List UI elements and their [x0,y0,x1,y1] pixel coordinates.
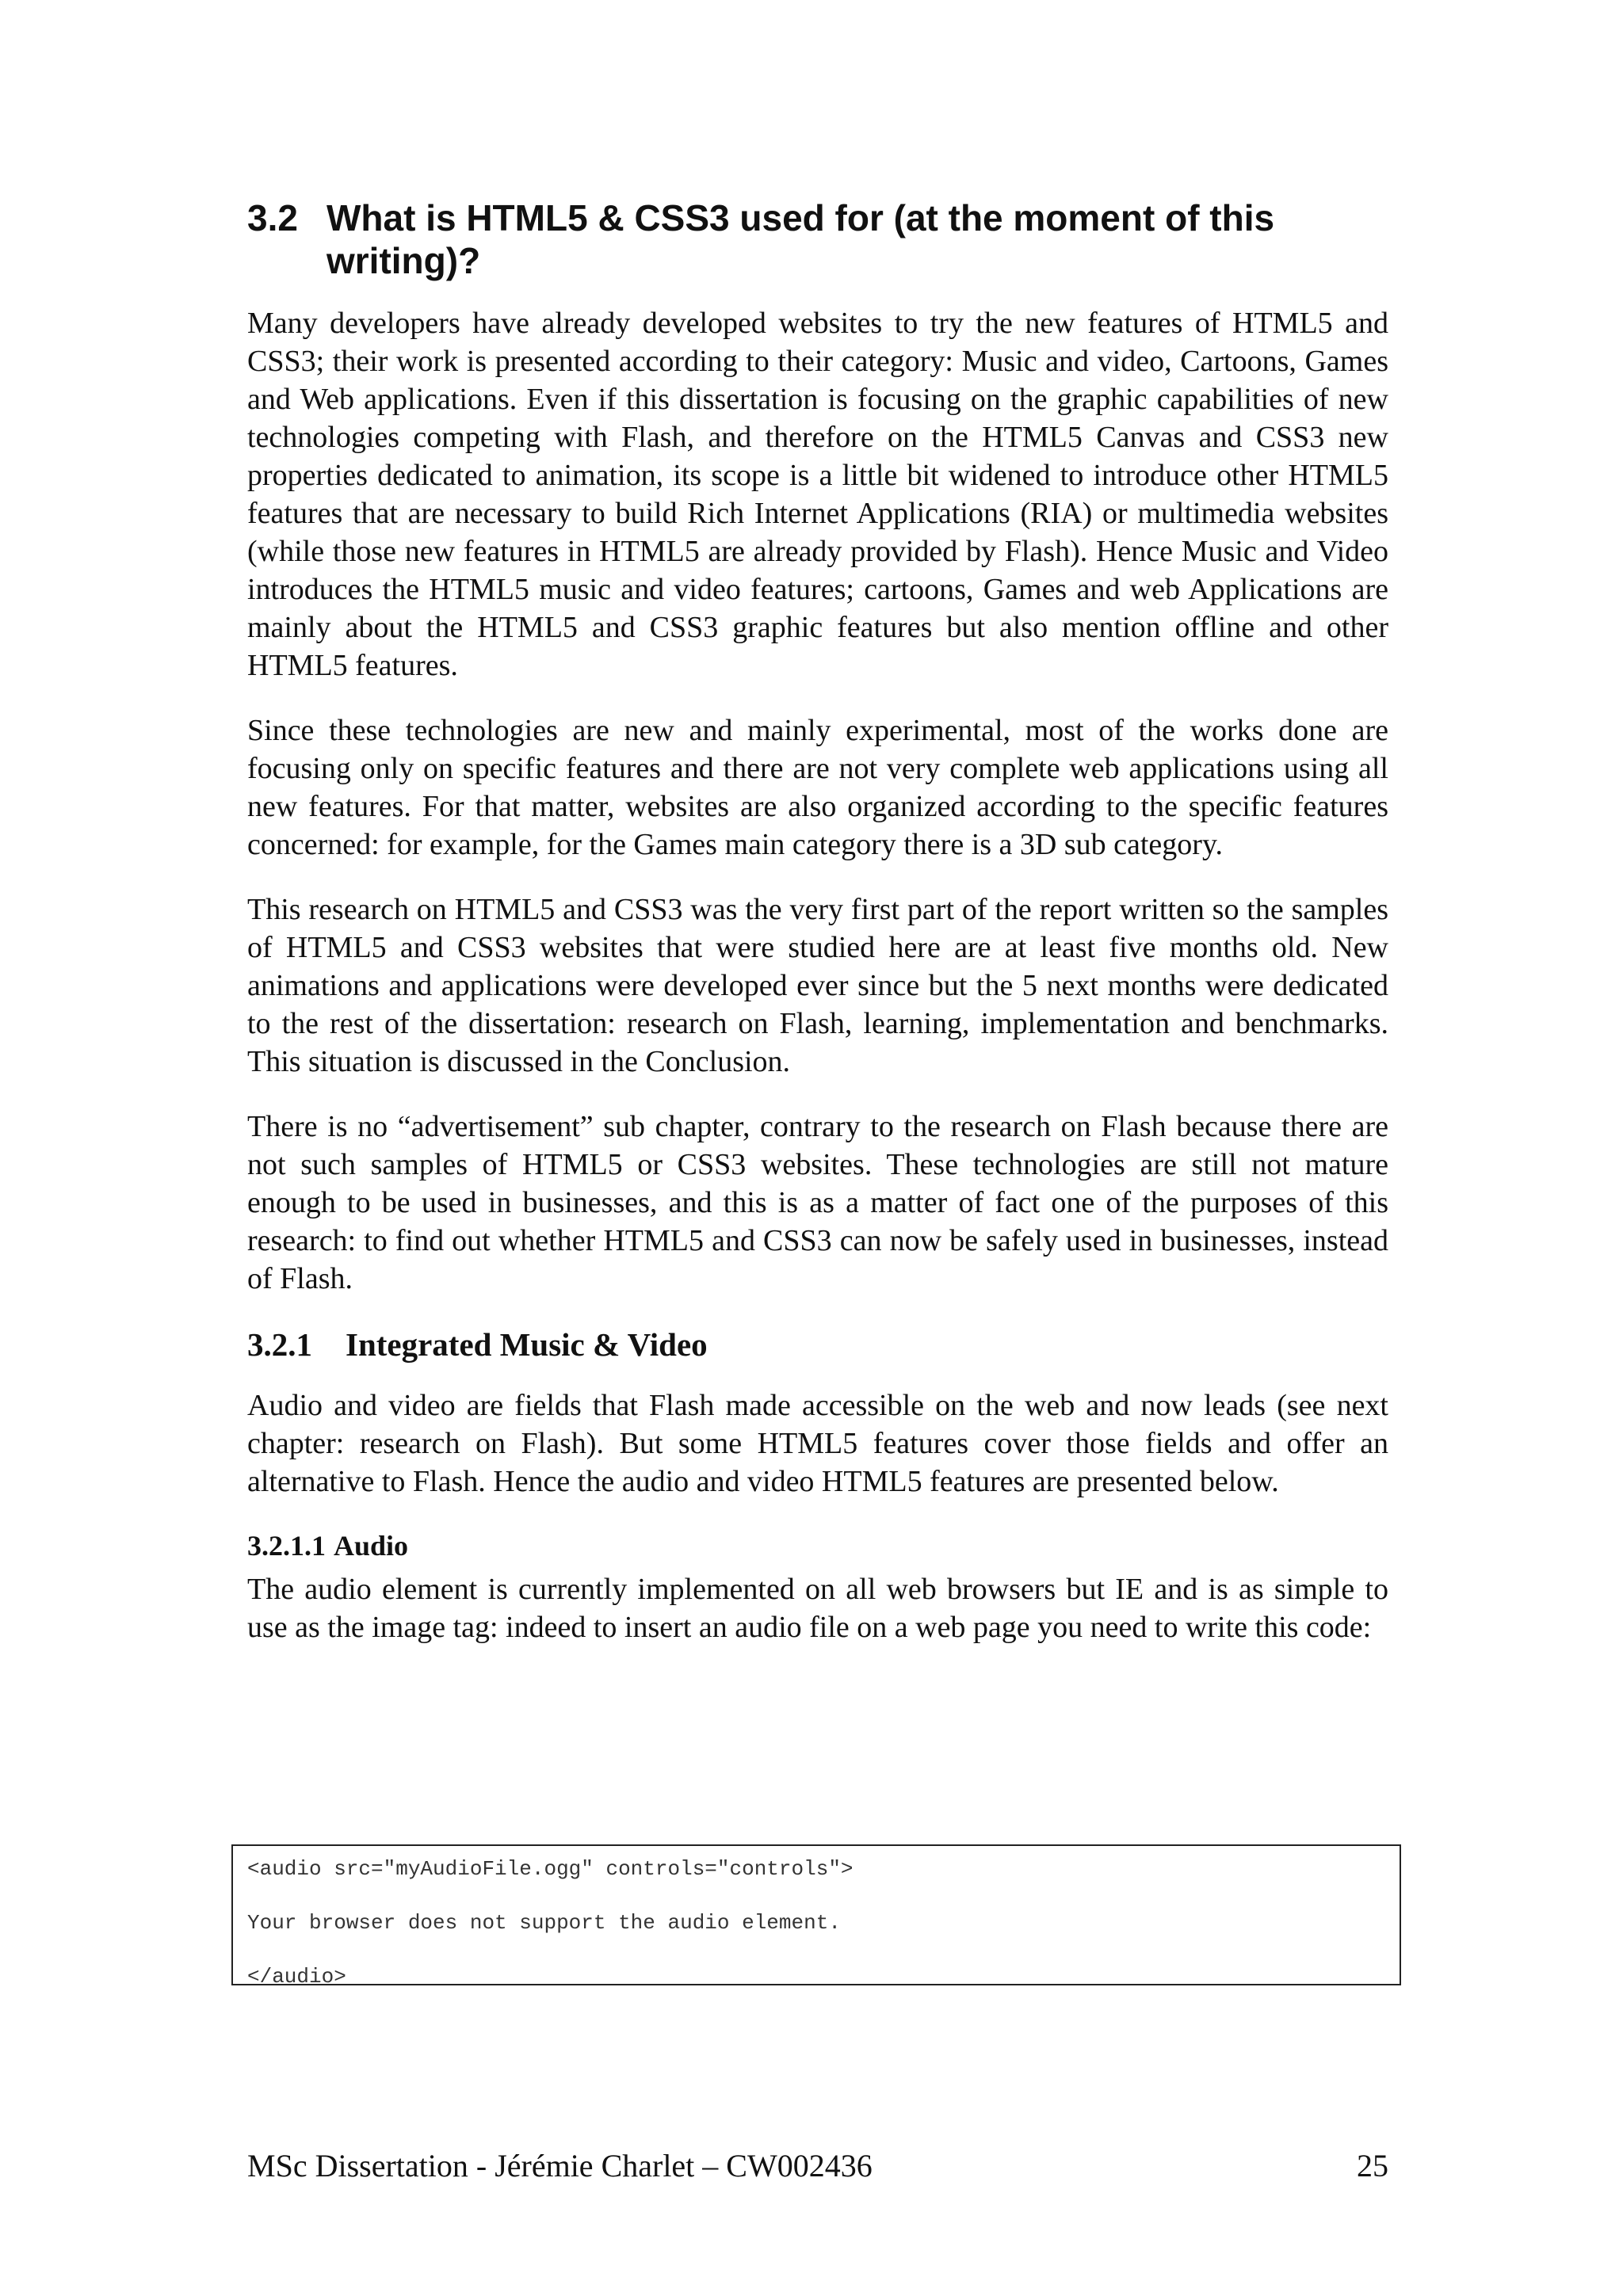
paragraph-audio: The audio element is currently implemented on all web browsers but IE and is as simple to use as the image tag: indeed to insert an audio file on a web page you need to write this code: [247,1573,1388,1644]
code-line-open-tag: <audio src="myAudioFile.ogg" controls="controls"> [247,1857,854,1881]
paragraph-advertisement: There is no “advertisement” sub chapter, contrary to the research on Flash because there are not such samples of HTML5 or CSS3 websites. These technologies are still not mature enough to be used in businesses, and this is as a matter of fact one of the purposes of this research: to find out whether HTML5 and CSS3 can now be safely used in businesses, instead of Flash. [247,1110,1388,1295]
paragraph-music-video: Audio and video are fields that Flash made accessible on the web and now leads (see next chapter: research on Flash). But some HTML5 features cover those fields and offer an alternative to Flash. Hence the audio and video HTML5 features are presented below. [247,1389,1388,1498]
subsubsection-title: Audio [334,1530,409,1562]
section-title: What is HTML5 & CSS3 used for (at the moment of this writing)? [327,197,1275,281]
page-footer [247,2147,1388,2185]
subsubsection-number: 3.2.1.1 [247,1530,326,1562]
code-sample-box [231,1844,1401,1989]
footer-author-line: MSc Dissertation - Jérémie Charlet – CW002436 [247,2148,873,2183]
paragraph-research-timing: This research on HTML5 and CSS3 was the very first part of the report written so the samples of HTML5 and CSS3 websites that were studied here are at least five months old. New animations and applications were developed ever since but the 5 next months were dedicated to the rest of the dissertation: research on Flash, learning, implementation and benchmarks. This situation is discussed in the Conclusion. [247,893,1388,1078]
subsection-number: 3.2.1 [247,1326,312,1363]
subsection-heading [247,1325,1388,1364]
code-line-fallback-text: Your browser does not support the audio element. [247,1911,841,1935]
code-line-close-tag: </audio> [247,1965,346,1989]
subsection-title: Integrated Music & Video [346,1326,708,1363]
section-number: 3.2 [247,197,298,238]
paragraph-experimental: Since these technologies are new and mainly experimental, most of the works done are focusing only on specific features and there are not very complete web applications using all new features. For that matter, websites are also organized according to the specific features concerned: for example, for the Games main category there is a 3D sub category. [247,714,1388,861]
page-number: 25 [1357,2148,1388,2183]
section-heading [247,196,1388,282]
subsubsection-heading [247,1527,1388,1564]
paragraph-intro: Many developers have already developed websites to try the new features of HTML5 and CSS3; their work is presented according to their category: Music and video, Cartoons, Games and Web applications. Even if this dissertation is focusing on the graphic capabilities of new technologies competing with Flash, and therefore on the HTML5 Canvas and CSS3 new properties dedicated to animation, its scope is a little bit widened to introduce other HTML5 features that are necessary to build Rich Internet Applications (RIA) or multimedia websites (while those new features in HTML5 are already provided by Flash). Hence Music and Video introduces the HTML5 music and video features; cartoons, Games and web Applications are mainly about the HTML5 and CSS3 graphic features but also mention offline and other HTML5 features. [247,307,1388,682]
page-content [247,196,1388,1673]
